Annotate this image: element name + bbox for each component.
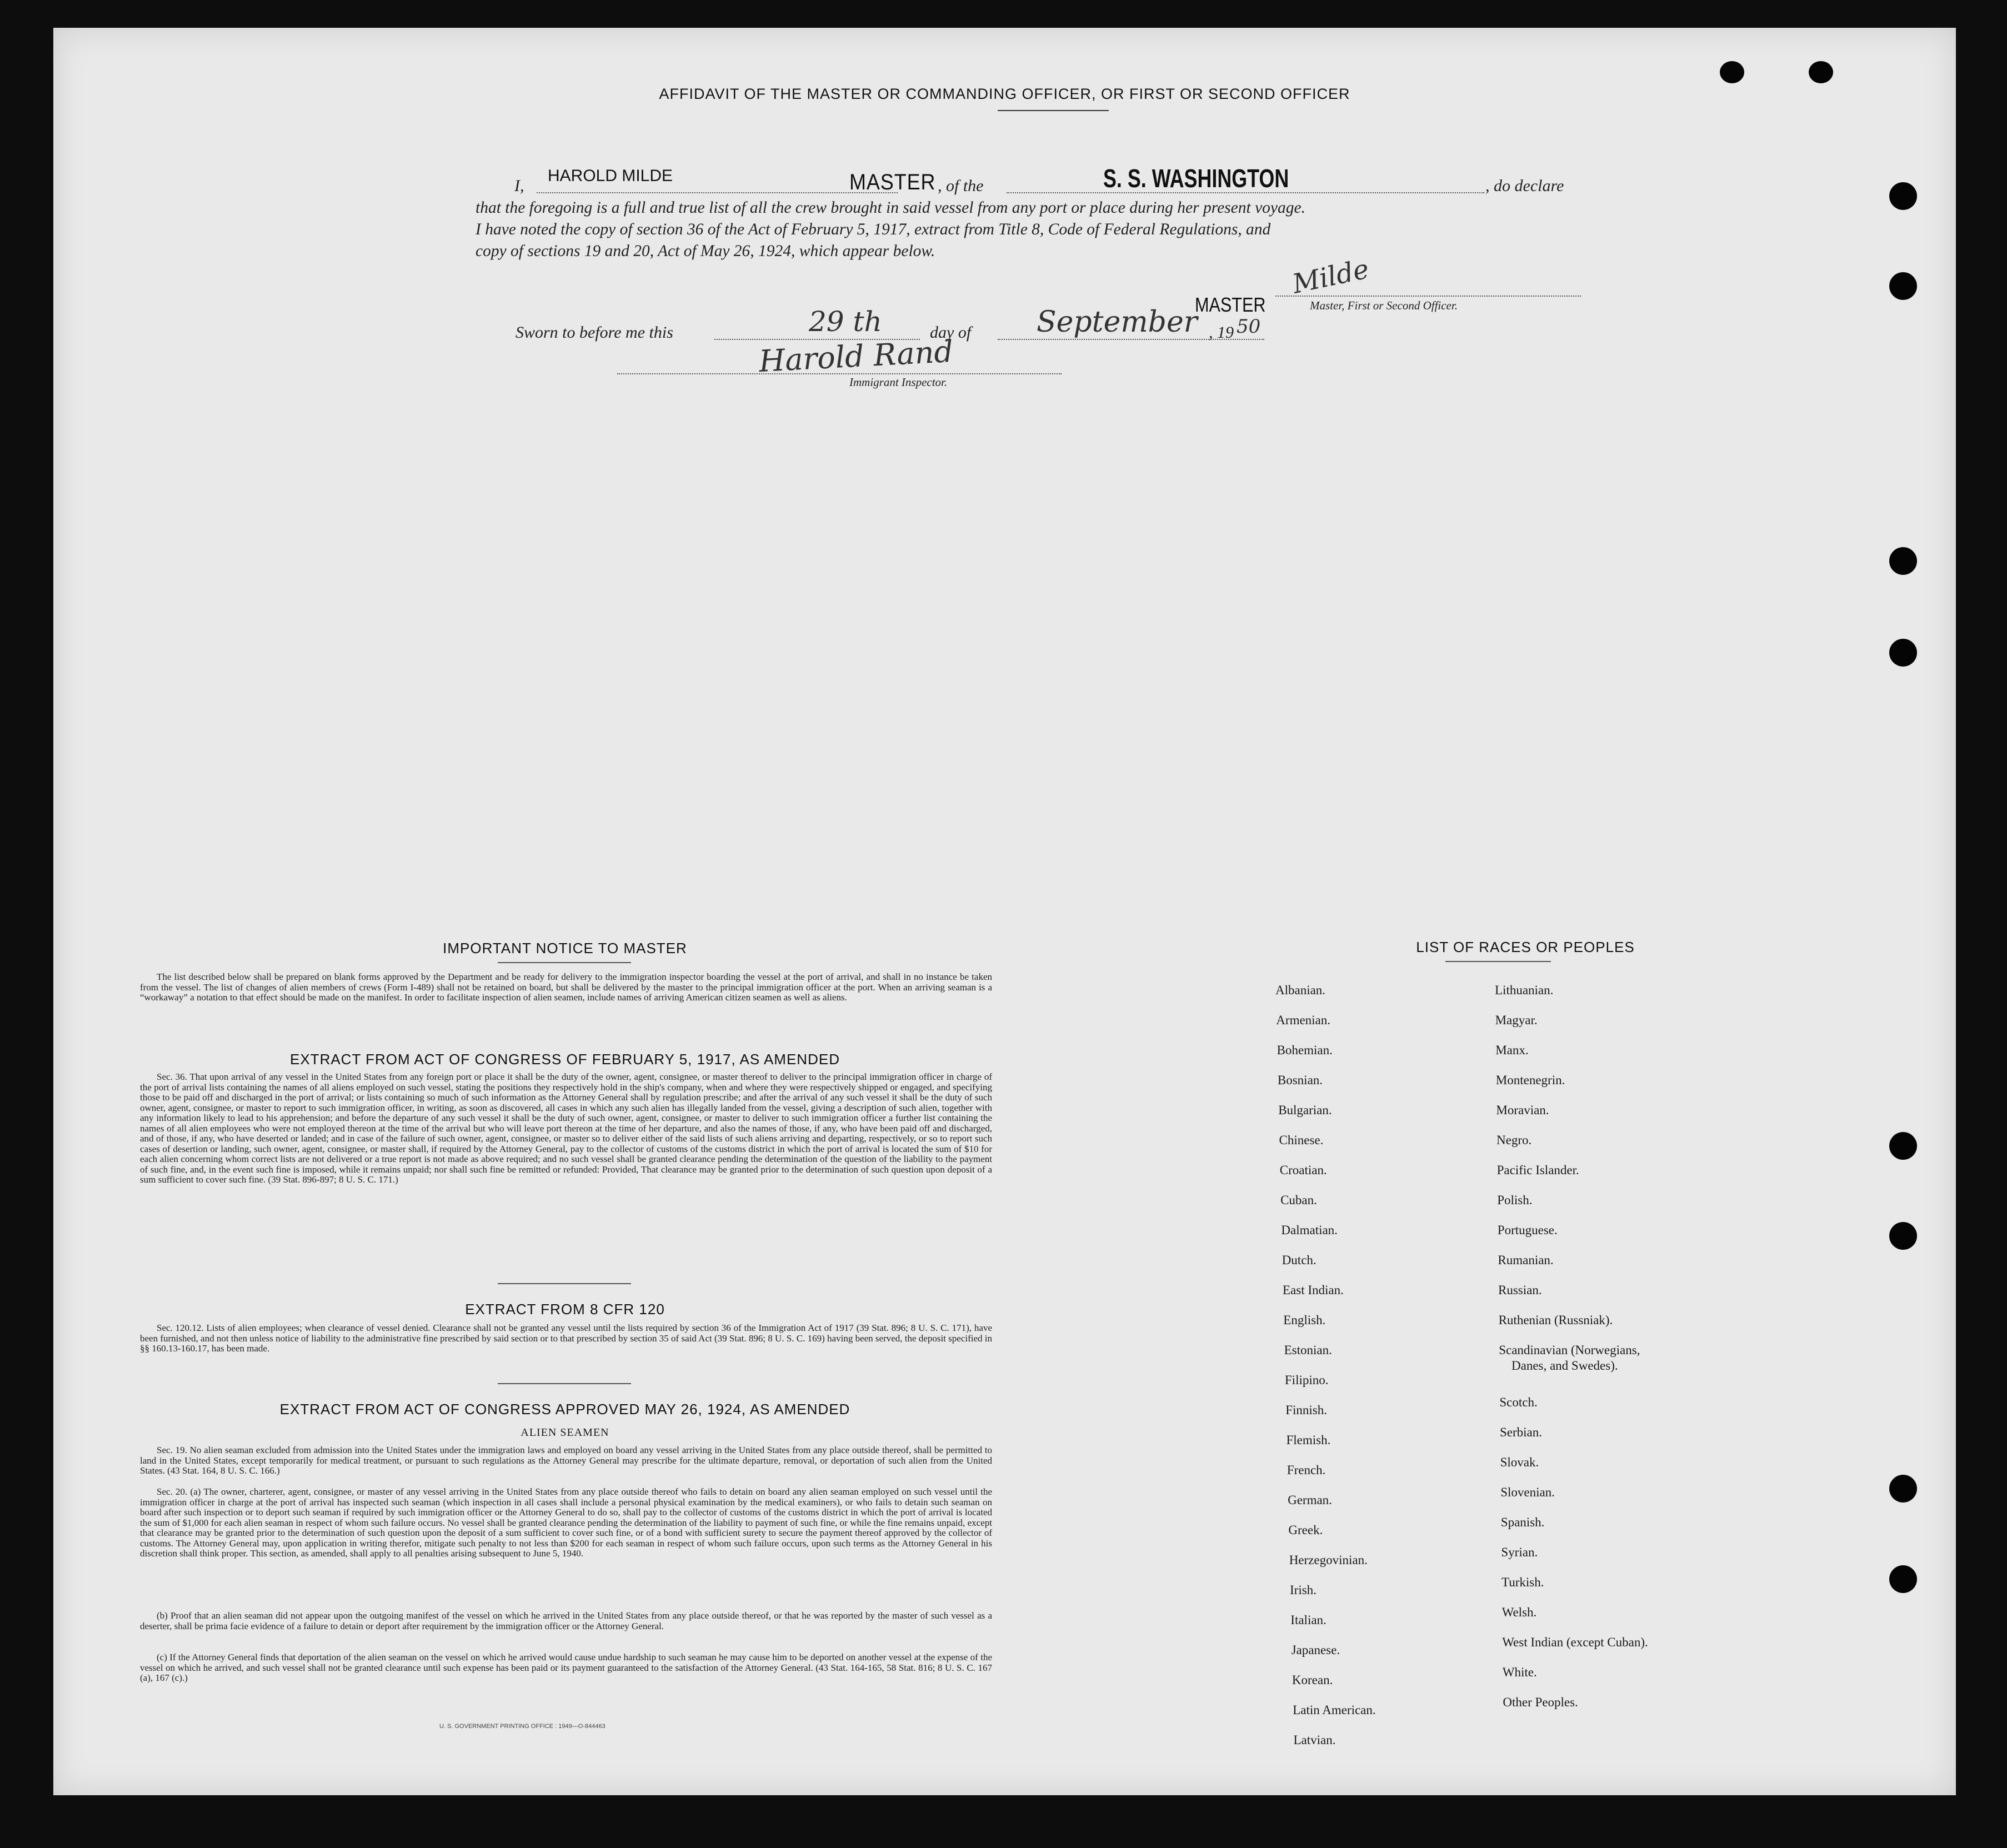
race-item: Rumanian. (1498, 1253, 1554, 1267)
race-item: Bohemian. (1277, 1043, 1333, 1057)
extract-1924-sec20b: (b) Proof that an alien seaman did not appear upon the outgoing manifest of the vessel on which he arrived in the United States from any place outside thereof, or that he was reported by the master of such vessel as a deserter, shall be prima facie evidence of a failure to detain or deport after requirement by the immigration officer or the Attorney General. (140, 1610, 992, 1631)
race-item: Estonian. (1284, 1343, 1332, 1357)
master-signature-line (1275, 296, 1581, 297)
day-of: day of (930, 323, 972, 342)
rule-after-8cfr (498, 1383, 631, 1384)
title-rule (998, 110, 1109, 111)
document-sheet (53, 28, 1956, 1795)
race-item: Italian. (1290, 1613, 1327, 1627)
notice-rule (498, 962, 631, 963)
race-item: East Indian. (1283, 1283, 1344, 1297)
race-item: Turkish. (1502, 1575, 1544, 1589)
race-item: French. (1287, 1463, 1326, 1477)
race-item: Moravian. (1496, 1103, 1549, 1117)
extract-8cfr-text: Sec. 120.12. Lists of alien employees; when clearance of vessel denied. Clearance shall not be granted any vessel until the lists required by section 36 of the Immigration Act of 1917 (39 Stat. 896; 8 U. S. C. 171), have been furnished, and not then unless notice of liability to the administrative fine prescribed by said section or to that prescribed by section 35 of said Act (39 Stat. 896; 8 U. S. C. 169) having been served, the deposit specified in §§ 160.13-160.17, has been made. (140, 1323, 992, 1354)
extract-1917-title: EXTRACT FROM ACT OF CONGRESS OF FEBRUARY 5, 1917, AS AMENDED (290, 1051, 840, 1068)
race-item: German. (1288, 1493, 1332, 1507)
punch-hole (1889, 1475, 1917, 1503)
race-item: Flemish. (1286, 1433, 1331, 1447)
race-item: Chinese. (1279, 1133, 1324, 1147)
race-item: White. (1502, 1665, 1537, 1679)
race-item: Montenegrin. (1495, 1073, 1565, 1087)
race-item: Negro. (1497, 1133, 1532, 1147)
race-item: Slovak. (1500, 1455, 1539, 1469)
race-item: Finnish. (1285, 1403, 1327, 1417)
inspector-line (617, 373, 1062, 374)
race-item: Portuguese. (1497, 1223, 1558, 1237)
race-item: Herzegovinian. (1289, 1553, 1368, 1567)
race-item: Latvian. (1293, 1733, 1336, 1747)
races-rule (1445, 961, 1551, 962)
race-item: Russian. (1498, 1283, 1542, 1297)
inspector-signature: Harold Rand (758, 333, 954, 379)
declaration-line-4: copy of sections 19 and 20, Act of May 26, 1924, which appear below. (476, 242, 935, 260)
race-item: Spanish. (1500, 1515, 1545, 1529)
race-item: Dalmatian. (1281, 1223, 1338, 1237)
punch-hole (1720, 61, 1744, 83)
race-item: Cuban. (1280, 1193, 1317, 1207)
punch-hole (1889, 182, 1917, 210)
do-declare: , do declare (1485, 177, 1564, 195)
race-item: Japanese. (1291, 1643, 1340, 1657)
extract-1917-text: Sec. 36. That upon arrival of any vessel in the United States from any foreign port or place it shall be the duty of the owner, agent, consignee, or master thereof to deliver to the principal immigration officer in charge of the port of arrival lists containing the names of all aliens employed on such vessel, stating the positions they respectively hold in the ship's company, when and where they were respectively shipped or engaged, and specifying those to be paid off and discharged in the port of arrival; or lists containing so much of such information as the Attorney General shall by regulation prescribe; and after the arrival of any such vessel it shall be the duty of such owner, agent, consignee, or master to report to such immigration officer, in writing, as soon as discovered, all cases in which any such alien has illegally landed from the vessel, giving a description of such alien, together with any information likely to lead to his apprehension; and before the departure of any such vessel it shall be the duty of such owner, agent, consignee, or master to deliver to such immigration officer a further list containing the names of all alien employees who were not employed thereon at the time of the arrival but who will leave port thereon at the time of her departure, and also the names of those, if any, who have been paid off and discharged, and of those, if any, who have deserted or landed; and in case of the failure of such owner, agent, consignee, or master so to deliver either of the said lists of such aliens arriving and departing, respectively, or so to report such cases of desertion or landing, such owner, agent, consignee, or master shall, if required by the Attorney General, pay to the collector of customs of the customs district in which the port of arrival is located the sum of $10 for each alien concerning whom correct lists are not delivered or a true report is not made as above required; and no such vessel shall be granted clearance pending the determination of the question of the liability to the payment of such fine, and, in the event such fine is imposed, while it remains unpaid; nor shall such fine be remitted or refunded: Provided, That clearance may be granted prior to the determination of such question upon deposit of a sum sufficient to cover such fine. (39 Stat. 896-897; 8 U. S. C. 171.) (140, 1071, 992, 1185)
punch-hole (1889, 1132, 1917, 1160)
race-item: Other Peoples. (1503, 1695, 1578, 1709)
month-value: September (1037, 306, 1198, 339)
extract-1924-sec20c: (c) If the Attorney General finds that deportation of the alien seaman on the vessel on which he arrived would cause undue hardship to such seaman he may cause him to be deported on another vessel at the expense of the vessel on which he arrived, and such vessel shall not be granted clearance until such expense has been paid or its payment guaranteed to the satisfaction of the Attorney General. (43 Stat. 164-165, 58 Stat. 816; 8 U. S. C. 167 (a), 167 (c).) (140, 1652, 992, 1683)
rule-after-1917 (498, 1283, 631, 1284)
extract-1924-sec19: Sec. 19. No alien seaman excluded from admission into the United States under the immigration laws and employed on board any vessel arriving in the United States from any place outside thereof, shall be permitted to land in the United States, except temporarily for medical treatment, or pursuant to such regulations as the Attorney General may prescribe for the ultimate departure, removal, or deportation of such alien from the United States. (43 Stat. 164, 8 U. S. C. 166.) (140, 1445, 992, 1476)
declaration-line-2: that the foregoing is a full and true list of all the crew brought in said vessel from any port or place during her present voyage. (476, 199, 1305, 217)
punch-hole (1889, 639, 1917, 667)
punch-hole (1889, 547, 1917, 575)
race-item: Serbian. (1500, 1425, 1543, 1439)
race-item: Bulgarian. (1278, 1103, 1332, 1117)
declaration-line-3: I have noted the copy of section 36 of the Act of February 5, 1917, extract from Title 8, Code of Federal Regulations, and (476, 221, 1271, 238)
race-item: Scandinavian (Norwegians, (1499, 1343, 1640, 1357)
race-item: Slovenian. (1500, 1485, 1555, 1499)
race-item: Pacific Islander. (1497, 1163, 1579, 1177)
race-item: Danes, and Swedes). (1511, 1359, 1618, 1373)
year-prefix: , 19 (1209, 323, 1234, 342)
race-item: Greek. (1288, 1523, 1323, 1537)
race-item: Latin American. (1293, 1703, 1376, 1717)
race-item: Dutch. (1282, 1253, 1317, 1267)
extract-1924-title: EXTRACT FROM ACT OF CONGRESS APPROVED MAY 26, 1924, AS AMENDED (279, 1401, 850, 1418)
punch-hole (1809, 61, 1833, 83)
race-item: Armenian. (1276, 1013, 1331, 1027)
punch-hole (1889, 1222, 1917, 1250)
affidavit-title: AFFIDAVIT OF THE MASTER OR COMMANDING OFFICER, OR FIRST OR SECOND OFFICER (659, 86, 1350, 102)
master-signature: Milde (1289, 253, 1372, 300)
inspector-caption: Immigrant Inspector. (849, 375, 948, 389)
signature-caption: Master, First or Second Officer. (1310, 299, 1458, 312)
race-item: Bosnian. (1277, 1073, 1323, 1087)
race-item: Korean. (1292, 1673, 1333, 1687)
sworn-text: Sworn to before me this (515, 323, 673, 342)
races-title: LIST OF RACES OR PEOPLES (1416, 939, 1635, 955)
race-item: Filipino. (1284, 1373, 1329, 1387)
race-item: Lithuanian. (1495, 983, 1554, 997)
extract-1924-sec20a: Sec. 20. (a) The owner, charterer, agent, consignee, or master of any vessel arriving in the United States from any place outside thereof who fails to detain on board any alien seaman employed on such vessel until the immigration officer in charge at the port of arrival has inspected such seaman (which inspection in all cases shall include a personal physical examination by the medical examiners), or who fails to detain such seaman on board after such inspection or to deport such seaman if required by such immigration officer or the Attorney General to do so, shall pay to the collector of customs of the customs district in which the port of arrival is located the sum of $1,000 for each alien seaman in respect of whom such failure occurs. No vessel shall be granted clearance pending the determination of the liability to payment of such fine, or while the fine remains unpaid, except that clearance may be granted prior to the determination of such question upon the deposit of a sum sufficient to cover such fine, or of a bond with sufficient surety to secure the payment thereof approved by the collector of customs. The Attorney General may, upon application in writing therefor, mitigate such penalty to not less than $200 for each seaman in respect of whom such failure occurs, upon such terms as the Attorney General in his discretion shall think proper. This section, as amended, shall apply to all penalties arising subsequent to June 5, 1940. (140, 1486, 992, 1559)
race-item: English. (1283, 1313, 1326, 1327)
race-item: Albanian. (1275, 983, 1326, 997)
master-name: HAROLD MILDE (548, 167, 673, 185)
gpo-imprint: U. S. GOVERNMENT PRINTING OFFICE : 1949—O-844463 (439, 1723, 605, 1730)
race-item: Irish. (1290, 1583, 1317, 1597)
race-item: Scotch. (1499, 1395, 1538, 1409)
punch-hole (1889, 272, 1917, 300)
race-item: Croatian. (1279, 1163, 1327, 1177)
year-value: 50 (1237, 315, 1261, 338)
race-item: Welsh. (1502, 1605, 1537, 1619)
extract-8cfr-title: EXTRACT FROM 8 CFR 120 (465, 1301, 665, 1318)
of-the: , of the (938, 177, 984, 195)
extract-1924-subtitle: ALIEN SEAMEN (520, 1426, 609, 1439)
race-item: Manx. (1495, 1043, 1529, 1057)
day-value: 29 th (809, 306, 882, 338)
vessel-name: S. S. WASHINGTON (1103, 164, 1289, 193)
notice-text: The list described below shall be prepared on blank forms approved by the Department and be ready for delivery to the immigration inspector boarding the vessel at the port of arrival, and shall in no instance be taken from the vessel. The list of changes of alien members of crews (Form I-489) shall not be retained on board, but shall be delivered by the master to the principal immigration officer at the port. When an arriving seaman is a “workaway” a notation to that effect should be made on the manifest. In order to facilitate inspection of alien seamen, include names of arriving American citizen seamen as well as aliens. (140, 971, 992, 1003)
master-rank: MASTER (849, 170, 936, 194)
race-item: Ruthenian (Russniak). (1498, 1313, 1613, 1327)
race-item: West Indian (except Cuban). (1502, 1635, 1648, 1649)
race-item: Polish. (1497, 1193, 1533, 1207)
race-item: Syrian. (1501, 1545, 1538, 1559)
name-line (537, 192, 898, 193)
race-item: Magyar. (1495, 1013, 1538, 1027)
prefix-i: I, (514, 177, 524, 195)
punch-hole (1889, 1565, 1917, 1593)
notice-title: IMPORTANT NOTICE TO MASTER (443, 940, 687, 956)
signer-rank: MASTER (1195, 293, 1266, 316)
